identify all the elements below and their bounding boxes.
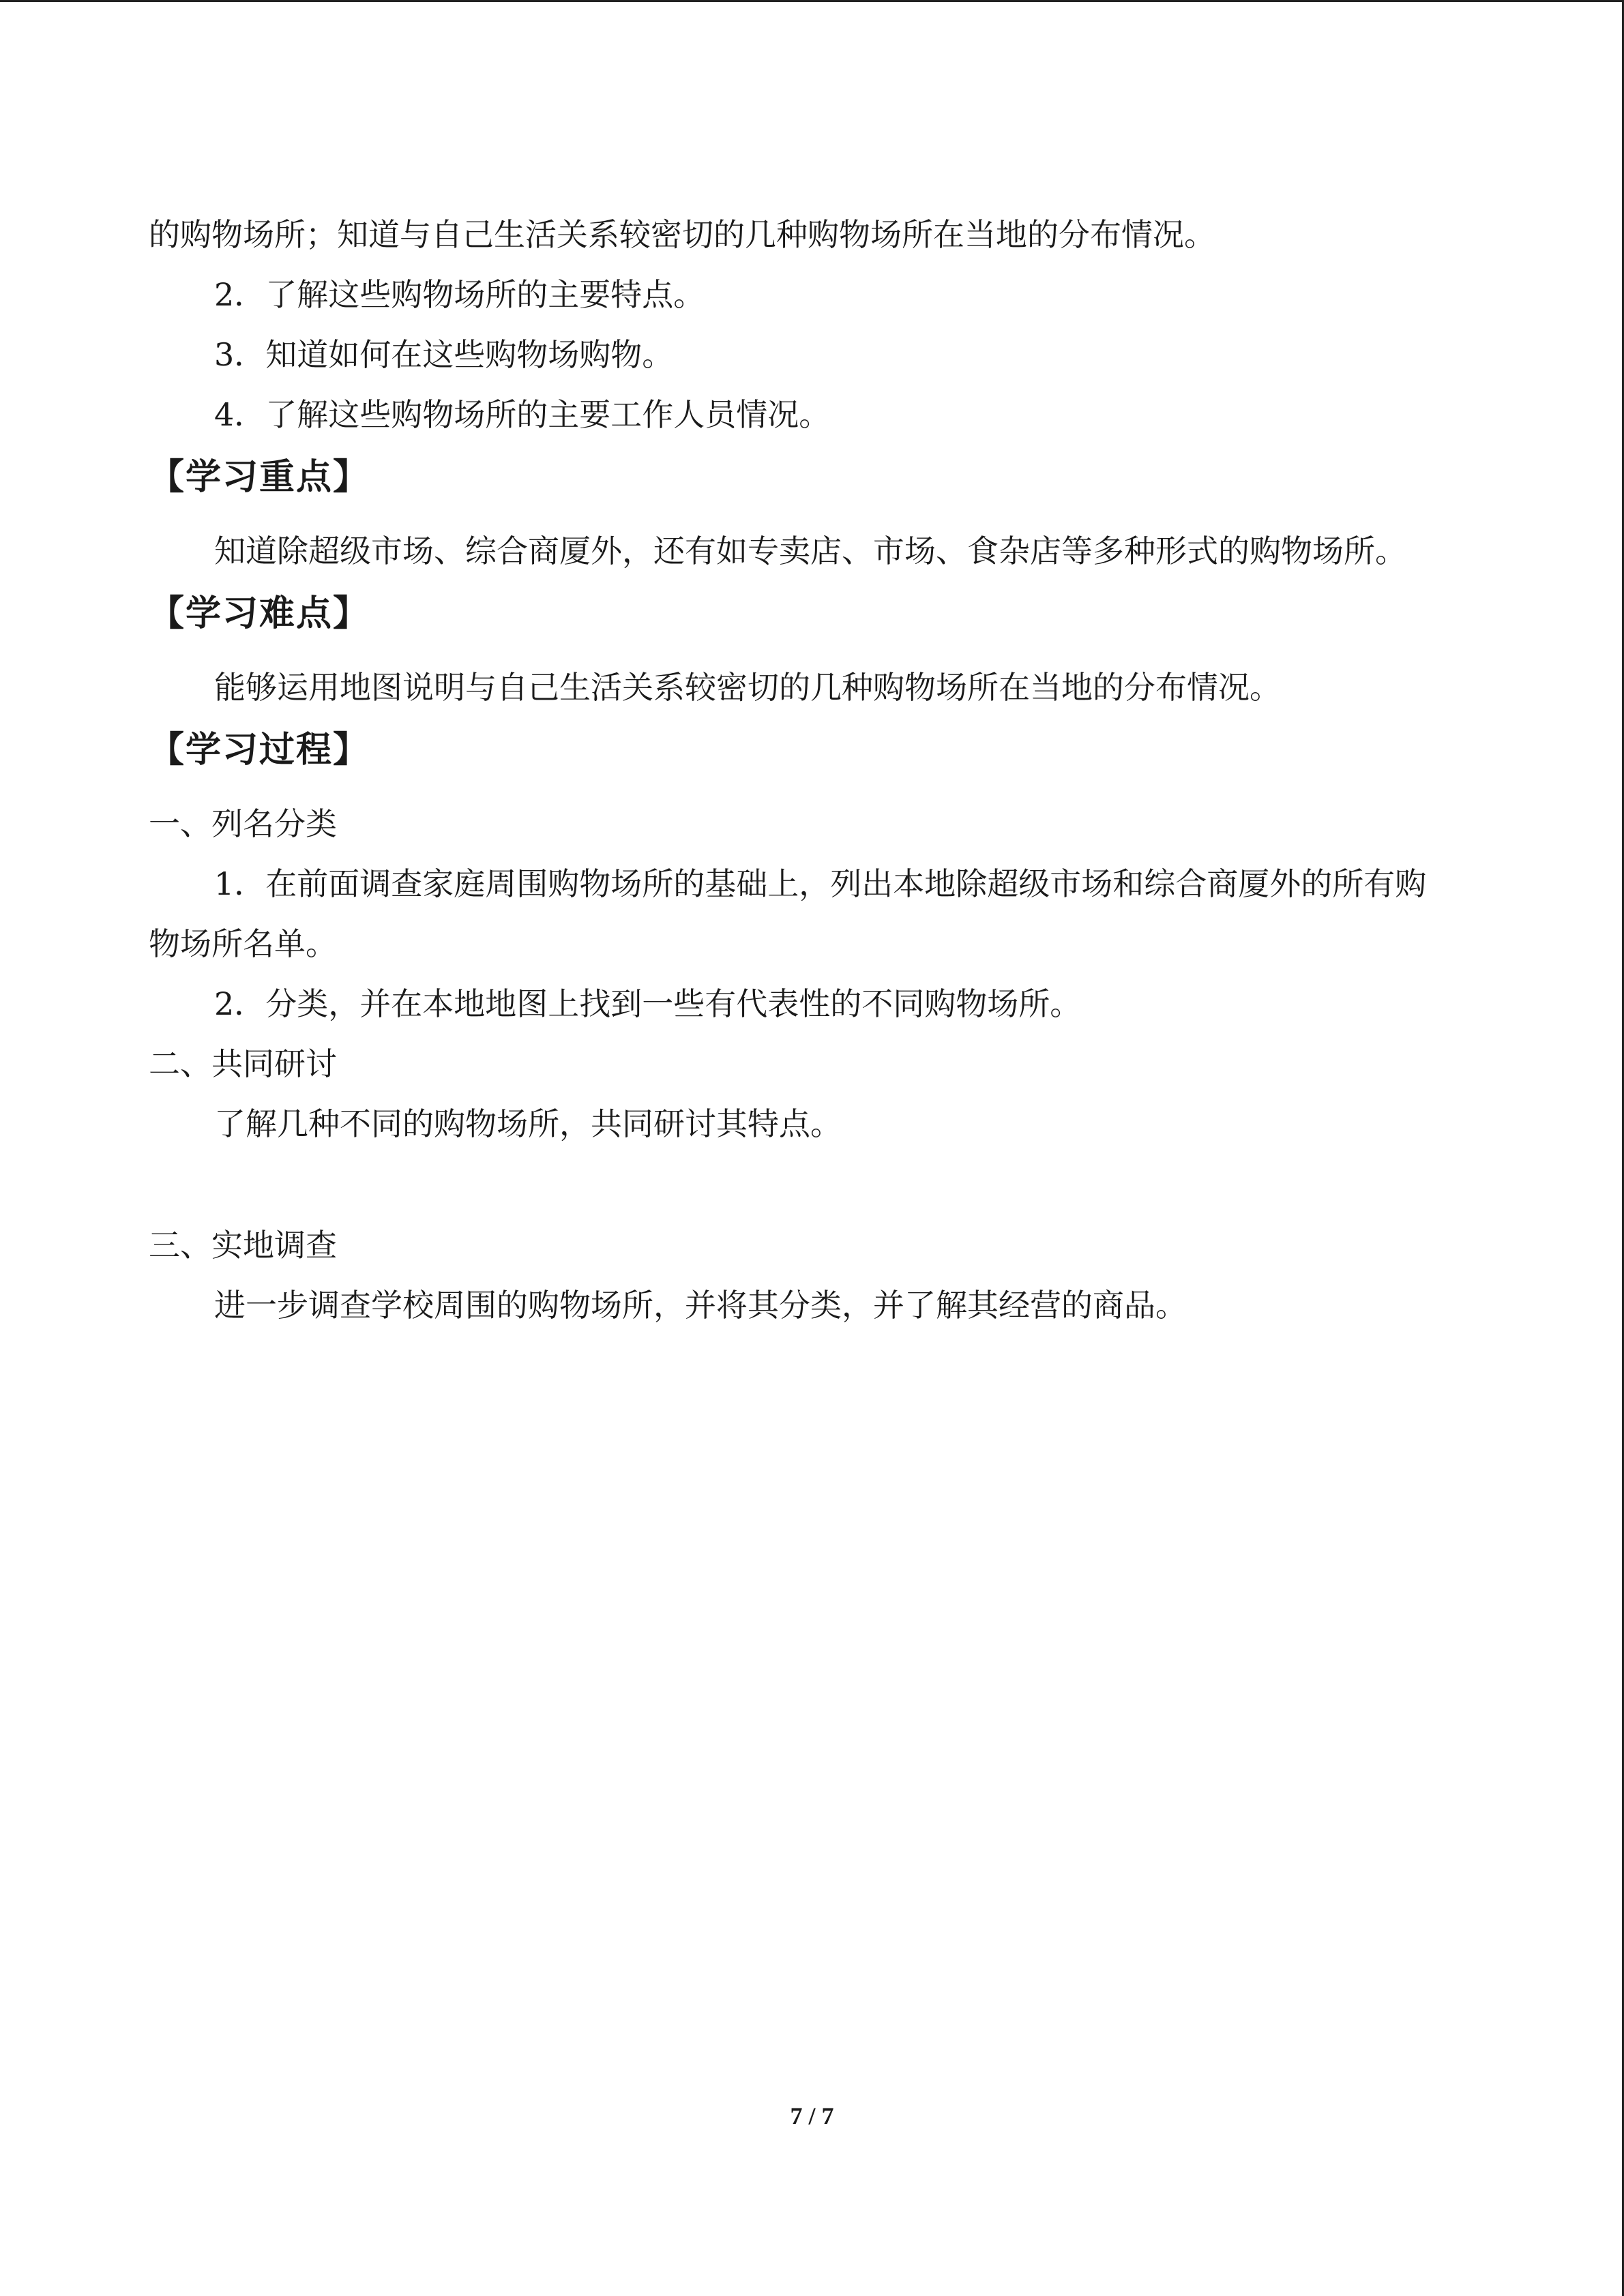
objective-item: 4．了解这些购物场所的主要工作人员情况。 xyxy=(214,396,831,433)
key-points-heading: 【学习重点】 xyxy=(149,457,370,498)
section1-item1-line1: 1．在前面调查家庭周围购物场所的基础上，列出本地除超级市场和综合商厦外的所有购 xyxy=(214,865,1427,902)
difficulties-text: 能够运用地图说明与自己生活关系较密切的几种购物场所在当地的分布情况。 xyxy=(214,669,1281,706)
objective-item: 3．知道如何在这些购物场购物。 xyxy=(214,336,674,373)
section2-text: 了解几种不同的购物场所，共同研讨其特点。 xyxy=(214,1105,842,1142)
section-title-list-classify: 一、列名分类 xyxy=(149,805,337,842)
document-body xyxy=(149,205,1486,1335)
key-points-text: 知道除超级市场、综合商厦外，还有如专卖店、市场、食杂店等多种形式的购物场所。 xyxy=(214,533,1406,569)
objective-item: 2．了解这些购物场所的主要特点。 xyxy=(214,276,705,313)
difficulties-heading: 【学习难点】 xyxy=(149,593,370,634)
section1-item2: 2．分类，并在本地地图上找到一些有代表性的不同购物场所。 xyxy=(214,985,1082,1022)
section-title-survey: 三、实地调查 xyxy=(149,1227,337,1264)
section3-text: 进一步调查学校周围的购物场所，并将其分类，并了解其经营的商品。 xyxy=(214,1287,1187,1324)
page-number: 7 / 7 xyxy=(790,2102,834,2130)
intro-continuation: 的购物场所；知道与自己生活关系较密切的几种购物场所在当地的分布情况。 xyxy=(149,216,1215,253)
process-heading: 【学习过程】 xyxy=(149,730,370,771)
section-title-discuss: 二、共同研讨 xyxy=(149,1045,337,1082)
section1-item1-line2: 物场所名单。 xyxy=(149,925,337,962)
